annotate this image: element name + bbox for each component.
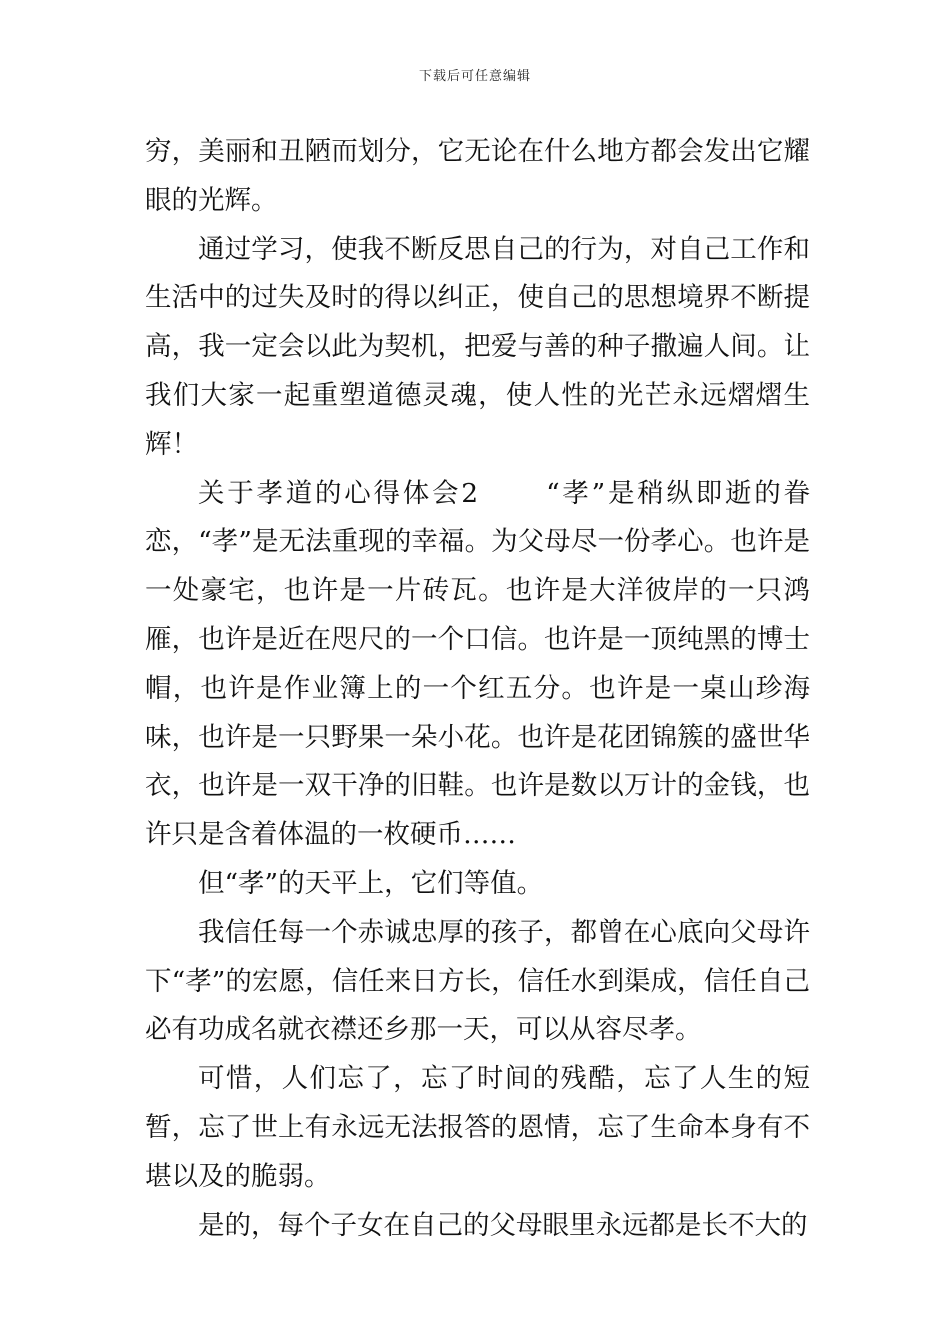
section-heading: 关于孝道的心得体会2 (198, 477, 479, 509)
paragraph-7: 是的，每个子女在自己的父母眼里永远都是长不大的 (198, 1209, 808, 1241)
document-body (145, 128, 810, 1250)
paragraph-3 (145, 470, 810, 860)
paragraph-1: 穷，美丽和丑陋而划分，它无论在什么地方都会发出它耀眼的光辉。 (145, 136, 810, 216)
paragraph-2: 通过学习，使我不断反思自己的行为，对自己工作和生活中的过失及时的得以纠正，使自己的思想境界不断提高，我一定会以此为契机，把爱与善的种子撒遍人间。让我们大家一起重塑道德灵魂，使人性的光芒永远熠熠生辉！ (145, 233, 810, 460)
paragraph-3-text: “孝”是稍纵即逝的眷恋，“孝”是无法重现的幸福。为父母尽一份孝心。也许是一处豪宅，也许是一片砖瓦。也许是大洋彼岸的一只鸿雁，也许是近在咫尺的一个口信。也许是一顶纯黑的博士帽，也许是作业簿上的一个红五分。也许是一桌山珍海味，也许是一只野果一朵小花。也许是花团锦簇的盛世华衣，也许是一双干净的旧鞋。也许是数以万计的金钱，也许只是含着体温的一枚硬币…… (145, 477, 810, 851)
paragraph-4: 但“孝”的天平上，它们等值。 (198, 867, 544, 899)
paragraph-6: 可惜，人们忘了，忘了时间的残酷，忘了人生的短暂，忘了世上有永远无法报答的恩情，忘了生命本身有不堪以及的脆弱。 (145, 1063, 810, 1192)
paragraph-5: 我信任每一个赤诚忠厚的孩子，都曾在心底向父母许下“孝”的宏愿，信任来日方长，信任水到渠成，信任自己必有功成名就衣襟还乡那一天，可以从容尽孝。 (145, 916, 810, 1046)
page-header: 下载后可任意编辑 (418, 69, 531, 84)
